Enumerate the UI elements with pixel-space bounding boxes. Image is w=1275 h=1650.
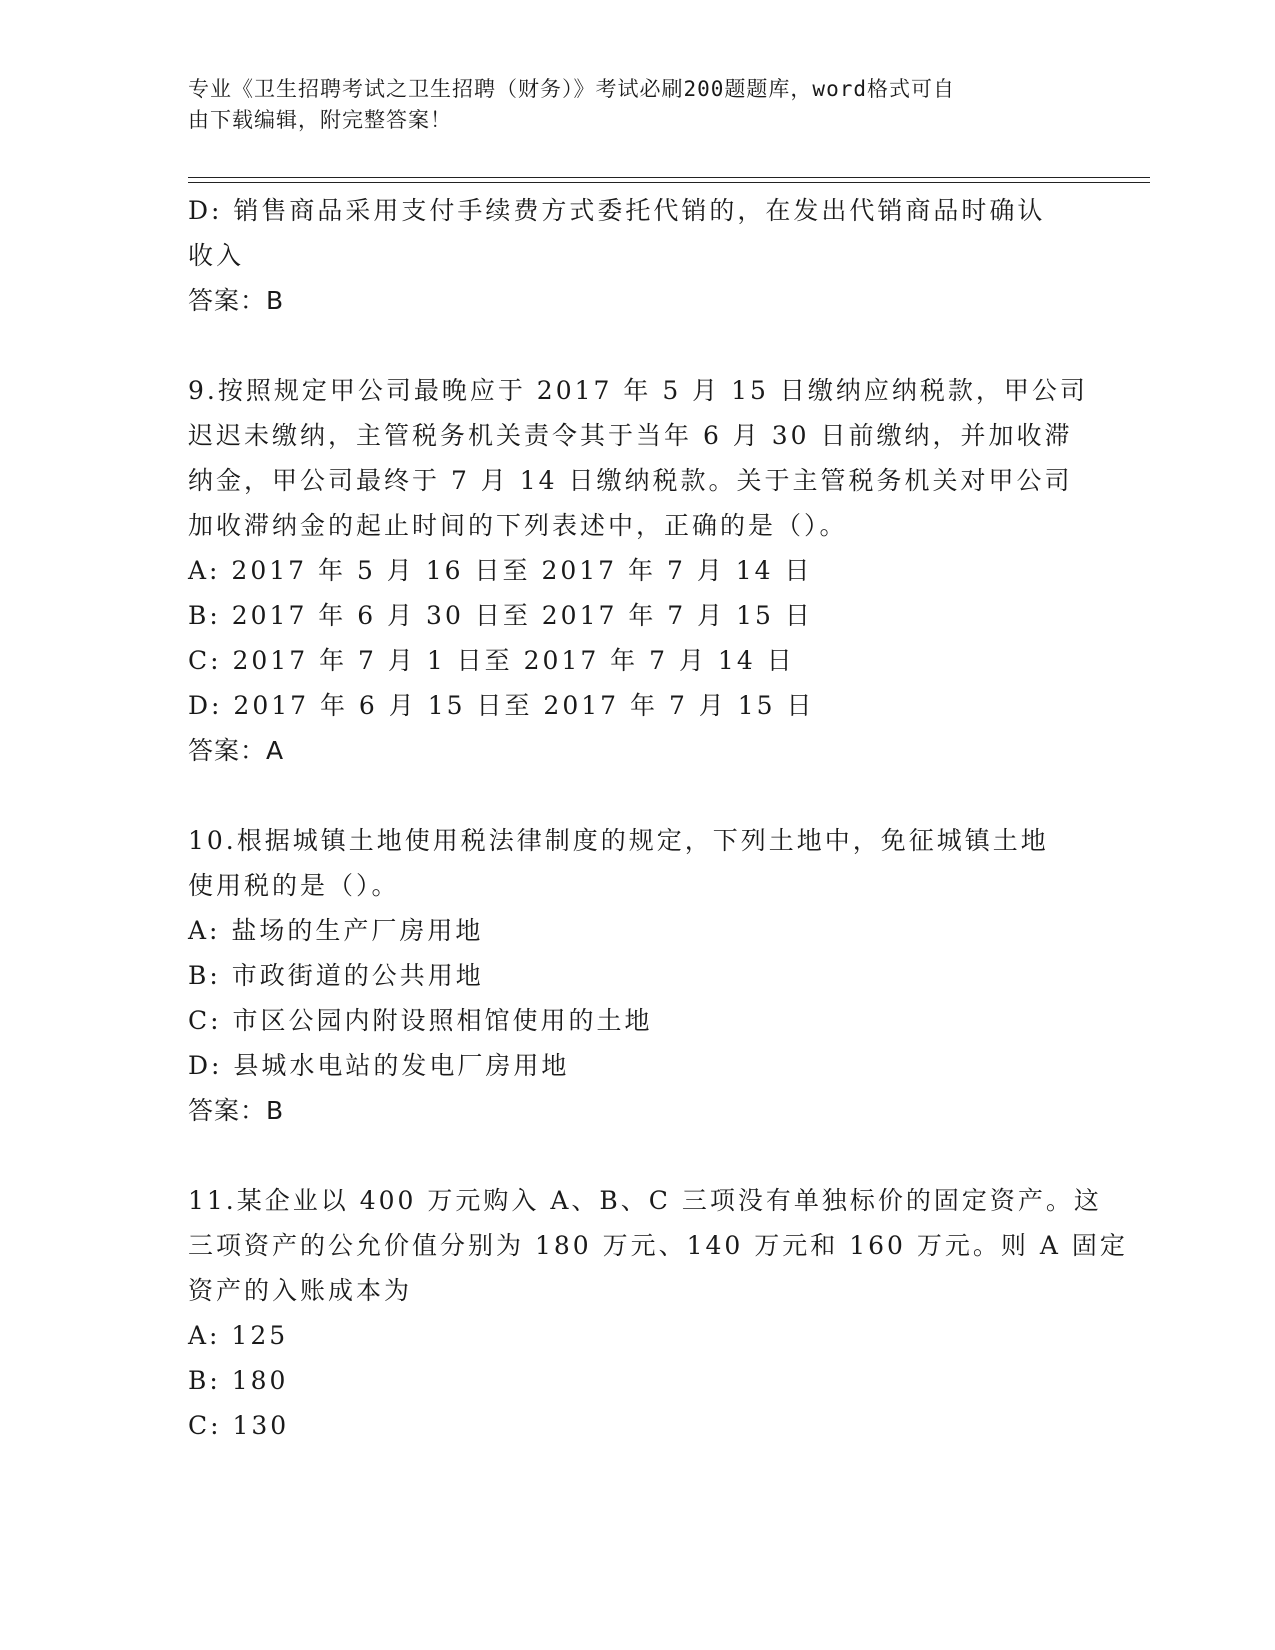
question-10 <box>188 818 1088 1133</box>
q9-stem-line: 迟迟未缴纳，主管税务机关责令其于当年 6 月 30 日前缴纳，并加收滞 <box>188 421 1073 450</box>
q9-answer: 答案：A <box>188 736 285 765</box>
document-header <box>188 74 1068 136</box>
q10-option-a: A: 盐场的生产厂房用地 <box>188 916 484 945</box>
q8-answer: 答案：B <box>188 286 285 315</box>
q8-option-d-line-1: D: 销售商品采用支付手续费方式委托代销的，在发出代销商品时确认 <box>188 196 1046 225</box>
q9-stem-line: 9.按照规定甲公司最晚应于 2017 年 5 月 15 日缴纳应纳税款，甲公司 <box>188 376 1088 405</box>
q10-answer: 答案：B <box>188 1096 285 1125</box>
q11-stem-line: 资产的入账成本为 <box>188 1276 413 1305</box>
header-line-1: 专业《卫生招聘考试之卫生招聘（财务）》考试必刷200题题库，word格式可自 <box>188 77 955 101</box>
spacer <box>188 773 1088 818</box>
header-line-2: 由下载编辑，附完整答案！ <box>188 108 452 132</box>
q9-option-a: A: 2017 年 5 月 16 日至 2017 年 7 月 14 日 <box>188 556 813 585</box>
question-9 <box>188 368 1088 773</box>
q11-option-a: A: 125 <box>188 1321 289 1350</box>
q9-stem-line: 加收滞纳金的起止时间的下列表述中，正确的是（）。 <box>188 511 848 540</box>
q9-option-c: C: 2017 年 7 月 1 日至 2017 年 7 月 14 日 <box>188 646 795 675</box>
q11-option-b: B: 180 <box>188 1366 289 1395</box>
q10-option-b: B: 市政街道的公共用地 <box>188 961 484 990</box>
spacer <box>188 1133 1088 1178</box>
q10-stem-line: 使用税的是（）。 <box>188 871 400 900</box>
q11-option-c: C: 130 <box>188 1411 290 1440</box>
header-divider-top <box>188 177 1150 178</box>
q10-stem-line: 10.根据城镇土地使用税法律制度的规定，下列土地中，免征城镇土地 <box>188 826 1049 855</box>
q8-option-d-line-2: 收入 <box>188 241 245 270</box>
question-11 <box>188 1178 1128 1448</box>
spacer <box>188 323 1088 368</box>
q10-option-d: D: 县城水电站的发电厂房用地 <box>188 1051 570 1080</box>
q9-option-d: D: 2017 年 6 月 15 日至 2017 年 7 月 15 日 <box>188 691 815 720</box>
q9-option-b: B: 2017 年 6 月 30 日至 2017 年 7 月 15 日 <box>188 601 813 630</box>
document-body <box>188 188 1128 1448</box>
q11-stem-line: 三项资产的公允价值分别为 180 万元、140 万元和 160 万元。则 A 固定 <box>188 1231 1128 1260</box>
q11-stem-line: 11.某企业以 400 万元购入 A、B、C 三项没有单独标价的固定资产。这 <box>188 1186 1102 1215</box>
header-divider-bottom <box>188 182 1150 183</box>
question-8-tail <box>188 188 1088 323</box>
q9-stem-line: 纳金，甲公司最终于 7 月 14 日缴纳税款。关于主管税务机关对甲公司 <box>188 466 1073 495</box>
q10-option-c: C: 市区公园内附设照相馆使用的土地 <box>188 1006 653 1035</box>
